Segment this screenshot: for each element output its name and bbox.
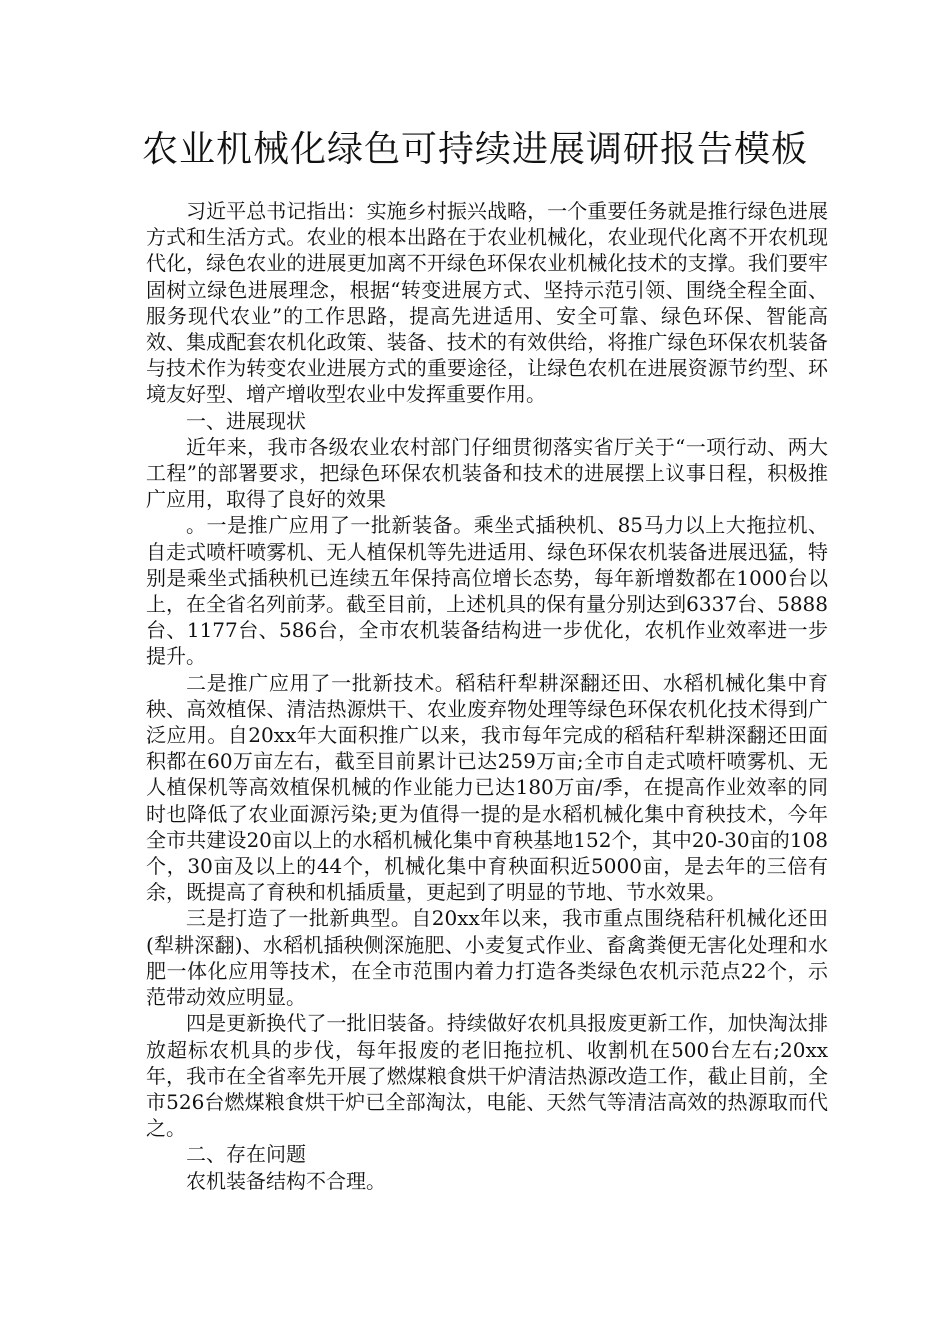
new-technology-paragraph: 二是推广应用了一批新技术。稻秸秆犁耕深翻还田、水稻机械化集中育秧、高效植保、清洁热源烘干、农业废弃物处理等绿色环保农机化技术得到广泛应用。自20xx年大面积推广以来，我市每年完成的稻秸秆犁耕深翻还田面积都在60万亩左右，截至目前累计已达259万亩;全市自走式喷杆喷雾机、无人植保机等高效植保机械的作业能力已达180万亩/季，在提高作业效率的同时也降低了农业面源污染;更为值得一提的是水稻机械化集中育秧技术，今年全市共建设20亩以上的水稻机械化集中育秧基地152个，其中20-30亩的108个，30亩及以上的44个，机械化集中育秧面积近5000亩，是去年的三倍有余，既提高了育秧和机插质量，更起到了明显的节地、节水效果。 bbox=[146, 670, 828, 905]
status-summary-paragraph: 近年来，我市各级农业农村部门仔细贯彻落实省厅关于“一项行动、两大工程”的部署要求，把绿色环保农机装备和技术的进展摆上议事日程，积极推广应用，取得了良好的效果 bbox=[146, 434, 828, 512]
section-heading-problems: 二、存在问题 bbox=[186, 1142, 306, 1167]
problem-paragraph: 农机装备结构不合理。 bbox=[186, 1168, 386, 1193]
document-body bbox=[146, 198, 828, 1194]
equipment-renewal-paragraph: 四是更新换代了一批旧装备。持续做好农机具报废更新工作，加快淘汰排放超标农机具的步伐，每年报废的老旧拖拉机、收割机在500台左右;20xx年，我市在全省率先开展了燃煤粮食烘干炉清洁热源改造工作，截止目前，全市526台燃煤粮食烘干炉已全部淘汰，电能、天然气等清洁高效的热源取而代之。 bbox=[146, 1011, 828, 1141]
new-models-paragraph: 三是打造了一批新典型。自20xx年以来，我市重点围绕秸秆机械化还田(犁耕深翻)、水稻机插秧侧深施肥、小麦复式作业、畜禽粪便无害化处理和水肥一体化应用等技术，在全市范围内着力打造各类绿色农机示范点22个，示范带动效应明显。 bbox=[146, 906, 828, 1010]
intro-paragraph: 习近平总书记指出：实施乡村振兴战略，一个重要任务就是推行绿色进展方式和生活方式。农业的根本出路在于农业机械化，农业现代化离不开农机现代化，绿色农业的进展更加离不开绿色环保农业机械化技术的支撑。我们要牢固树立绿色进展理念，根据“转变进展方式、坚持示范引领、围绕全程全面、服务现代农业”的工作思路，提高先进适用、安全可靠、绿色环保、智能高效、集成配套农机化政策、装备、技术的有效供给，将推广绿色环保农机装备与技术作为转变农业进展方式的重要途径，让绿色农机在进展资源节约型、环境友好型、增产增收型农业中发挥重要作用。 bbox=[146, 199, 828, 407]
section-heading-status: 一、进展现状 bbox=[186, 408, 306, 433]
new-equipment-paragraph: 。一是推广应用了一批新装备。乘坐式插秧机、85马力以上大拖拉机、自走式喷杆喷雾机、无人植保机等先进适用、绿色环保农机装备进展迅猛，特别是乘坐式插秧机已连续五年保持高位增长态势，每年新增数都在1000台以上，在全省名列前茅。截至目前，上述机具的保有量分别达到6337台、5888台、1177台、586台，全市农机装备结构进一步优化，农机作业效率进一步提升。 bbox=[146, 513, 828, 669]
document-title: 农业机械化绿色可持续进展调研报告模板 bbox=[141, 129, 808, 170]
